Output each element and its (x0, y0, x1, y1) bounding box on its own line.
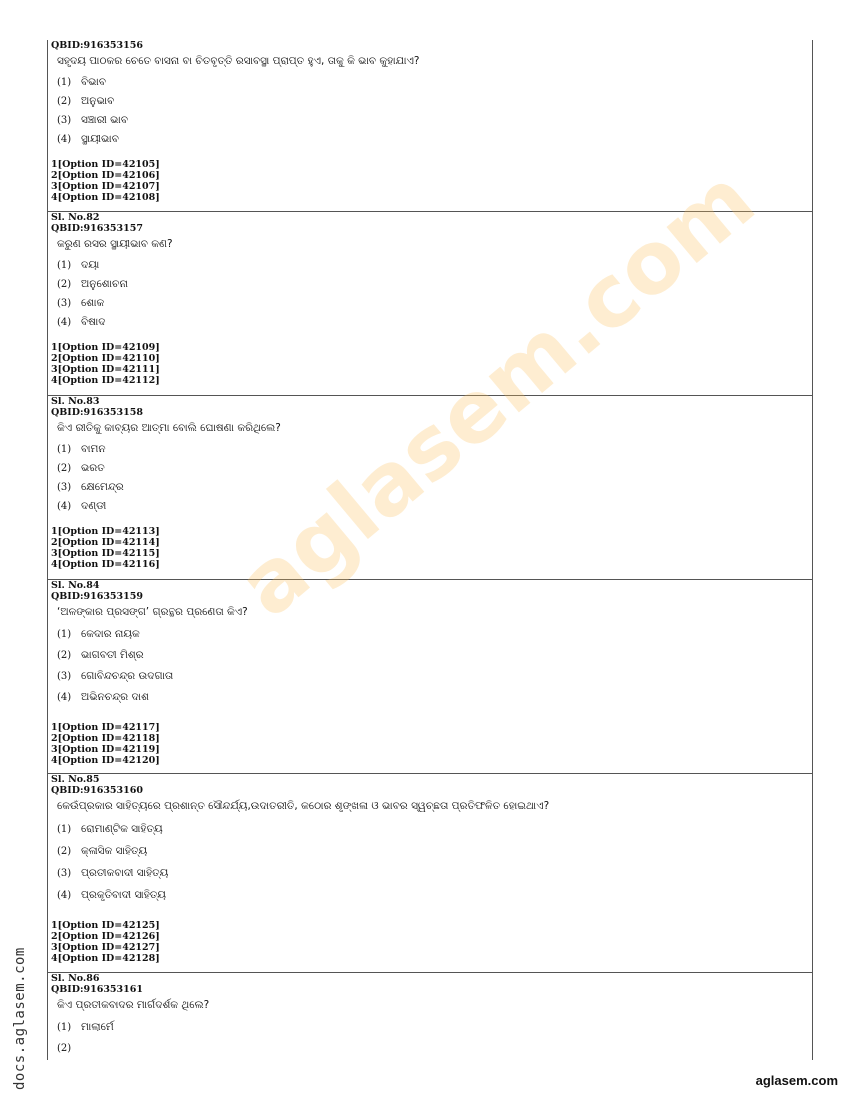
brand-footer: aglasem.com (755, 1073, 838, 1088)
option-text: ଅଭିନଚନ୍ଦ୍ର ଦାଶ (81, 691, 149, 703)
option-id: 3[Option ID=42107] (51, 181, 160, 192)
option (57, 294, 812, 313)
question-sheet (47, 40, 813, 1060)
option (57, 130, 812, 149)
option (57, 645, 812, 666)
option (57, 73, 812, 92)
option-number: (2) (57, 1043, 72, 1054)
option-number: (1) (57, 1022, 72, 1033)
option-id-list (51, 342, 812, 386)
option (57, 1038, 812, 1059)
option-id: 2[Option ID=42126] (51, 931, 160, 942)
question-block (48, 396, 812, 580)
option (57, 256, 812, 275)
option-text: ରୋମାଣ୍ଟିକ ସାହିତ୍ୟ (81, 823, 163, 835)
option-text: ସ୍ଥାୟୀଭାବ (81, 133, 119, 145)
option-text: କେଦାର ନାୟକ (81, 628, 140, 640)
option-number: (4) (57, 134, 72, 145)
option-text: ଅନୁଭାବ (81, 95, 115, 107)
option-number: (3) (57, 868, 72, 879)
option-number: (1) (57, 629, 72, 640)
option-id: 1[Option ID=42105] (51, 159, 160, 170)
option-id: 4[Option ID=42128] (51, 953, 160, 964)
option-id: 4[Option ID=42120] (51, 755, 160, 766)
option (57, 275, 812, 294)
serial-number: Sl. No.82 (51, 212, 100, 223)
option-id: 4[Option ID=42108] (51, 192, 160, 203)
option-text: ବାମନ (81, 443, 106, 455)
option-id: 1[Option ID=42125] (51, 920, 160, 931)
question-block (48, 774, 812, 973)
option-id-list (51, 920, 812, 964)
option-number: (2) (57, 279, 72, 290)
option-id: 3[Option ID=42111] (51, 364, 160, 375)
option-number: (3) (57, 482, 72, 493)
option-text: କ୍ଳାସିକ ସାହିତ୍ୟ (81, 845, 148, 857)
option (57, 687, 812, 708)
qbid: QBID:916353156 (51, 40, 143, 51)
question-text: ସହୃଦୟ ପାଠକର ଚେତେ ବାସନା ବା ଚିତବୃତ୍ତି ରସାବସ୍ଥା ପ୍ରାପ୍ତ ହୁଏ, ତାକୁ କି ଭାବ କୁହାଯାଏ? (57, 55, 420, 67)
option-id: 2[Option ID=42110] (51, 353, 160, 364)
option (57, 478, 812, 497)
question-text: କିଏ ପ୍ରତୀକବାଦର ମାର୍ଗଦର୍ଶକ ଥିଲେ? (57, 999, 210, 1011)
question-block (48, 212, 812, 396)
option-id: 1[Option ID=42117] (51, 722, 160, 733)
serial-number: Sl. No.84 (51, 580, 100, 591)
option-text: ପ୍ରତୀକବାଦୀ ସାହିତ୍ୟ (81, 867, 169, 879)
option-text: ଭରତ (81, 462, 105, 474)
qbid: QBID:916353161 (51, 984, 143, 995)
question-text: କେଉଁପ୍ରକାର ସାହିତ୍ୟରେ ପ୍ରଶାନ୍ତ ସୌନ୍ଦର୍ଯ୍ୟ,ଉଦାତରୀତି, କଠୋର ଶୃଙ୍ଖଳା ଓ ଭାବର ସ୍ୱଚ୍ଛତା ପ୍ରତିଫଳିତ ହୋଇଥାଏ? (57, 800, 550, 812)
watermark: aglasem.com (220, 149, 774, 637)
option-id: 2[Option ID=42106] (51, 170, 160, 181)
option-number: (3) (57, 115, 72, 126)
qbid: QBID:916353160 (51, 785, 143, 796)
option-number: (1) (57, 824, 72, 835)
option (57, 862, 812, 884)
option-number: (1) (57, 77, 72, 88)
option-id: 3[Option ID=42119] (51, 744, 160, 755)
option-id-list (51, 722, 812, 766)
serial-number: Sl. No.83 (51, 396, 100, 407)
option-number: (1) (57, 260, 72, 271)
option (57, 624, 812, 645)
option-id: 2[Option ID=42114] (51, 537, 160, 548)
option-id: 3[Option ID=42115] (51, 548, 160, 559)
option-text: ବିଭାବ (81, 76, 106, 88)
option-text: ଶୋକ (81, 297, 105, 309)
option-text: କ୍ଷେମେନ୍ଦ୍ର (81, 481, 124, 493)
option-number: (4) (57, 317, 72, 328)
option-number: (4) (57, 890, 72, 901)
question-block (48, 580, 812, 774)
qbid: QBID:916353157 (51, 223, 143, 234)
option-id: 4[Option ID=42112] (51, 375, 160, 386)
question-block (48, 973, 812, 1060)
option-id: 4[Option ID=42116] (51, 559, 160, 570)
option (57, 1017, 812, 1038)
option (57, 111, 812, 130)
option-text: ଅନୁଶୋଚନା (81, 278, 128, 290)
option (57, 497, 812, 516)
option-number: (3) (57, 298, 72, 309)
option-text: ମାଲାର୍ମେ (81, 1021, 114, 1033)
option (57, 818, 812, 840)
option-number: (4) (57, 501, 72, 512)
option (57, 440, 812, 459)
option (57, 92, 812, 111)
option-id: 1[Option ID=42113] (51, 526, 160, 537)
option (57, 884, 812, 906)
side-url: docs.aglasem.com (12, 947, 28, 1090)
serial-number: Sl. No.85 (51, 774, 100, 785)
option (57, 666, 812, 687)
option (57, 840, 812, 862)
option (57, 459, 812, 478)
question-block (48, 40, 812, 212)
option-number: (2) (57, 96, 72, 107)
option-text: ସଞ୍ଚାରୀ ଭାବ (81, 114, 128, 126)
option-text: ଦୟା (81, 259, 100, 271)
question-text: ‘ଅଳଙ୍କାର ପ୍ରସଙ୍ଗ’ ଗ୍ରନ୍ଥର ପ୍ରଣେତା କିଏ? (57, 606, 248, 618)
option-text: ଗୋବିନ୍ଦଚନ୍ଦ୍ର ଉଦଗାତା (81, 670, 174, 682)
serial-number: Sl. No.86 (51, 973, 100, 984)
option-number: (3) (57, 671, 72, 682)
question-text: କରୁଣ ରସର ସ୍ଥାୟୀଭାବ କଣ? (57, 238, 173, 250)
option-id-list (51, 159, 812, 203)
option (57, 313, 812, 332)
option-number: (4) (57, 692, 72, 703)
option-text: ଭାଗବତୀ ମିଶ୍ର (81, 649, 144, 661)
option-number: (2) (57, 463, 72, 474)
question-text: କିଏ ରୀତିକୁ କାବ୍ୟର ଆତ୍ମା ବୋଲି ଘୋଷଣା କରିଥିଲେ? (57, 422, 281, 434)
option-id: 1[Option ID=42109] (51, 342, 160, 353)
option-id: 2[Option ID=42118] (51, 733, 160, 744)
option-text: ଦଣ୍ଡୀ (81, 500, 107, 512)
option-text: ବିଷାଦ (81, 316, 106, 328)
option-number: (1) (57, 444, 72, 455)
option-id: 3[Option ID=42127] (51, 942, 160, 953)
option-id-list (51, 526, 812, 570)
qbid: QBID:916353158 (51, 407, 143, 418)
option-number: (2) (57, 846, 72, 857)
qbid: QBID:916353159 (51, 591, 143, 602)
option-text: ପ୍ରକୃତିବାଦୀ ସାହିତ୍ୟ (81, 889, 166, 901)
option-number: (2) (57, 650, 72, 661)
